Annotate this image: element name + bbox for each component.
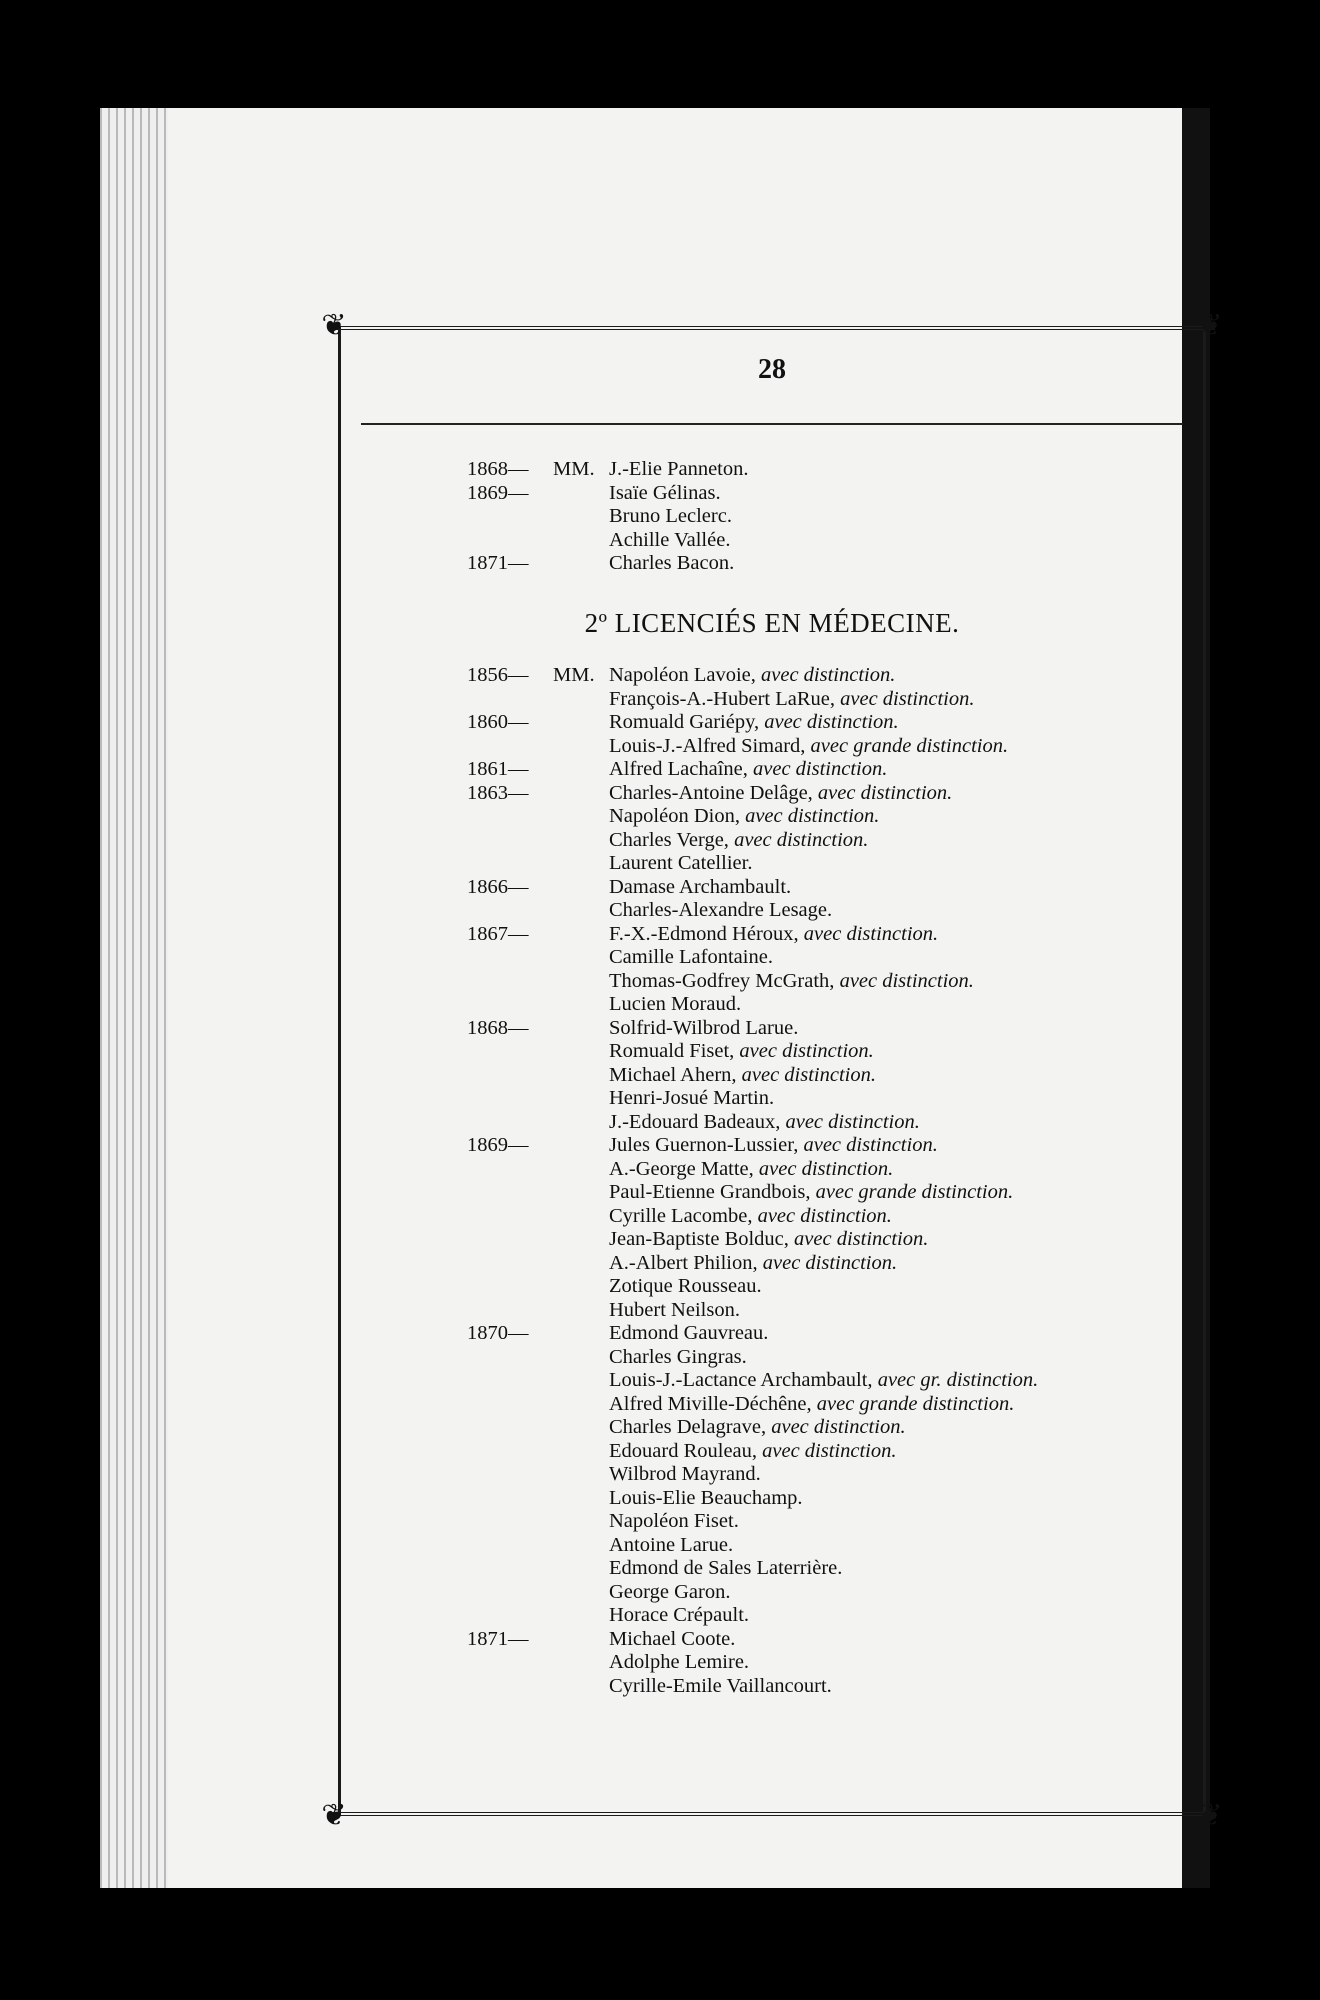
- list-item: [341, 946, 1203, 970]
- list-item: [341, 1346, 1203, 1370]
- list-item: [341, 1463, 1203, 1487]
- entry-name: Laurent Catellier.: [609, 852, 753, 874]
- frame-top-rule: [329, 326, 1215, 330]
- entry-name: F.-X.-Edmond Héroux,: [609, 922, 804, 945]
- ornamental-frame: [321, 308, 1223, 1833]
- list-item: [341, 1017, 1203, 1041]
- list-item: [341, 1087, 1203, 1111]
- list-item: [341, 1252, 1203, 1276]
- list-item: [341, 1604, 1203, 1628]
- entry-year: 1861—: [467, 758, 529, 780]
- entry-name-line: [609, 1181, 1013, 1204]
- list-item: [341, 1134, 1203, 1158]
- entry-name-line: [609, 899, 832, 922]
- entry-name-line: [609, 552, 734, 575]
- entry-distinction: avec distinction.: [839, 969, 974, 992]
- entry-distinction: avec distinction.: [758, 1157, 894, 1180]
- entry-name-line: [609, 1534, 733, 1557]
- entry-name: Camille Lafontaine.: [609, 946, 773, 968]
- entry-distinction: avec distinction.: [757, 1204, 892, 1227]
- entry-year: 1866—: [467, 875, 529, 898]
- entry-name: Edmond Gauvreau.: [609, 1322, 769, 1344]
- entry-name: Thomas-Godfrey McGrath,: [609, 969, 840, 992]
- entry-name: Achille Vallée.: [609, 528, 731, 551]
- entry-name-line: [609, 852, 752, 875]
- entry-name-line: [609, 1675, 832, 1698]
- entry-name: J.-Edouard Badeaux,: [609, 1110, 786, 1133]
- entry-name: Napoléon Fiset.: [609, 1510, 739, 1532]
- entry-distinction: avec grande distinction.: [815, 1181, 1014, 1203]
- entry-name: Antoine Larue.: [609, 1533, 734, 1556]
- entry-name-line: [609, 993, 741, 1016]
- entry-name: Hubert Neilson.: [609, 1298, 740, 1321]
- entry-name: Michael Coote.: [609, 1627, 736, 1650]
- entry-name-line: [609, 1111, 920, 1134]
- entry-distinction: avec distinction.: [734, 828, 869, 851]
- entry-year: 1867—: [467, 922, 529, 945]
- entry-name: Adolphe Lemire.: [609, 1651, 750, 1673]
- list-item: [341, 1158, 1203, 1182]
- entry-name-line: [609, 1581, 730, 1604]
- entry-name-line: [609, 711, 899, 734]
- list-item: [341, 1487, 1203, 1511]
- entry-name: François-A.-Hubert LaRue,: [609, 687, 841, 710]
- entry-distinction: avec distinction.: [739, 1040, 874, 1062]
- entry-distinction: avec distinction.: [803, 1134, 938, 1156]
- entry-name-line: [609, 1205, 892, 1228]
- list-item: [341, 1322, 1203, 1346]
- list-item: [341, 1205, 1203, 1229]
- entry-name-line: [609, 1628, 735, 1651]
- top-name-list: [341, 458, 1203, 576]
- entry-name-line: [609, 782, 952, 805]
- licencies-list: [341, 664, 1203, 1698]
- entry-name-line: [609, 688, 975, 711]
- list-item: [341, 1675, 1203, 1699]
- corner-ornament-icon: ❦: [1197, 1798, 1223, 1833]
- entry-year: 1870—: [467, 1322, 529, 1344]
- entry-name-line: [609, 923, 938, 946]
- entry-year: 1869—: [467, 1134, 529, 1156]
- entry-name: Charles Gingras.: [609, 1345, 747, 1368]
- list-item: [341, 1440, 1203, 1464]
- entry-name: Napoléon Dion,: [609, 805, 746, 827]
- list-item: [341, 529, 1203, 553]
- entry-name-line: [609, 1040, 874, 1063]
- entry-distinction: avec distinction.: [762, 1251, 898, 1274]
- list-item: [341, 1181, 1203, 1205]
- entry-distinction: avec distinction.: [794, 1228, 929, 1250]
- entry-distinction: avec grande distinction.: [810, 734, 1009, 757]
- entry-name-line: [609, 1463, 761, 1486]
- entry-name: Romuald Gariépy,: [609, 711, 765, 733]
- entry-name-line: [609, 829, 868, 852]
- entry-year: 1860—: [467, 711, 529, 733]
- entry-distinction: avec distinction.: [817, 781, 953, 804]
- list-item: [341, 1111, 1203, 1135]
- entry-name: Louis-J.-Lactance Archambault,: [609, 1369, 878, 1391]
- entry-name: Jules Guernon-Lussier,: [609, 1134, 804, 1156]
- entry-name-line: [609, 1604, 749, 1627]
- entry-year: 1856—: [467, 664, 529, 686]
- entry-name-line: [609, 529, 730, 552]
- list-item: [341, 993, 1203, 1017]
- list-item: [341, 1299, 1203, 1323]
- list-item: [341, 735, 1203, 759]
- entry-name-line: [609, 758, 887, 781]
- entry-year: 1871—: [467, 552, 529, 574]
- entry-name: Louis-J.-Alfred Simard,: [609, 734, 811, 757]
- list-item: [341, 1040, 1203, 1064]
- list-item: [341, 1064, 1203, 1088]
- corner-ornament-icon: ❦: [321, 308, 347, 343]
- corner-ornament-icon: ❦: [321, 1798, 347, 1833]
- frame-bottom-rule: [329, 1812, 1215, 1816]
- entry-name: Damase Archambault.: [609, 875, 792, 898]
- entry-year: 1869—: [467, 481, 529, 504]
- list-item: [341, 1275, 1203, 1299]
- list-item: [341, 505, 1203, 529]
- entry-name-line: [609, 1134, 938, 1157]
- entry-year: 1868—: [467, 458, 529, 480]
- entry-name: Charles Verge,: [609, 828, 735, 851]
- entry-distinction: avec grande distinction.: [816, 1392, 1015, 1415]
- entry-year: 1863—: [467, 781, 529, 804]
- list-item: [341, 899, 1203, 923]
- entry-name: George Garon.: [609, 1580, 731, 1603]
- entry-name-line: [609, 970, 974, 993]
- entry-name-line: [609, 805, 879, 828]
- entry-prefix: MM.: [553, 458, 595, 480]
- entry-name: Charles Bacon.: [609, 552, 735, 574]
- list-item: [341, 829, 1203, 853]
- scanned-page: [100, 108, 1223, 1888]
- entry-name: Edouard Rouleau,: [609, 1439, 763, 1462]
- entry-name-line: [609, 1158, 893, 1181]
- section-heading: 2º LICENCIÉS EN MÉDECINE.: [584, 608, 960, 638]
- list-item: [341, 1510, 1203, 1534]
- list-item: [341, 664, 1203, 688]
- entry-name-line: [609, 1416, 906, 1439]
- entry-name: Charles-Alexandre Lesage.: [609, 899, 833, 921]
- entry-distinction: avec distinction.: [761, 664, 896, 686]
- entry-name: Charles-Antoine Delâge,: [609, 781, 818, 804]
- entry-name-line: [609, 1087, 774, 1110]
- entry-name: Henri-Josué Martin.: [609, 1087, 775, 1109]
- entry-name-line: [609, 1299, 740, 1322]
- entry-name: Jean-Baptiste Bolduc,: [609, 1228, 795, 1250]
- entry-name-line: [609, 1346, 747, 1369]
- entry-name-line: [609, 1252, 897, 1275]
- list-item: [341, 552, 1203, 576]
- entry-name: Alfred Lachaîne,: [609, 758, 753, 780]
- list-item: [341, 458, 1203, 482]
- entry-name: Alfred Miville-Déchêne,: [609, 1392, 817, 1415]
- entry-name-line: [609, 876, 791, 899]
- header-rule: [361, 423, 1183, 425]
- entry-name: Horace Crépault.: [609, 1604, 750, 1626]
- list-item: [341, 805, 1203, 829]
- list-item: [341, 1228, 1203, 1252]
- list-item: [341, 1557, 1203, 1581]
- entry-name-line: [609, 1510, 739, 1533]
- entry-distinction: avec gr. distinction.: [877, 1369, 1039, 1391]
- list-item: [341, 876, 1203, 900]
- page-edges: [100, 108, 168, 1888]
- entry-name: Wilbrod Mayrand.: [609, 1463, 761, 1485]
- list-item: [341, 1369, 1203, 1393]
- entry-name-line: [609, 1440, 897, 1463]
- list-item: [341, 1651, 1203, 1675]
- entry-name: Napoléon Lavoie,: [609, 664, 761, 686]
- entry-name-line: [609, 1369, 1038, 1392]
- entry-distinction: avec distinction.: [762, 1439, 897, 1462]
- entry-name: Zotique Rousseau.: [609, 1275, 762, 1297]
- entry-distinction: avec distinction.: [741, 1063, 876, 1086]
- entry-name-line: [609, 1064, 876, 1087]
- entry-name-line: [609, 505, 732, 528]
- entry-name: Lucien Moraud.: [609, 993, 742, 1015]
- entry-name-line: [609, 1393, 1014, 1416]
- entry-name-line: [609, 458, 749, 481]
- corner-ornament-icon: ❦: [1197, 308, 1223, 343]
- list-item: [341, 758, 1203, 782]
- entry-name: Cyrille-Emile Vaillancourt.: [609, 1674, 832, 1697]
- entry-distinction: avec distinction.: [785, 1110, 920, 1133]
- entry-name-line: [609, 1228, 928, 1251]
- entry-distinction: avec distinction.: [745, 805, 880, 827]
- list-item: [341, 1534, 1203, 1558]
- list-item: [341, 782, 1203, 806]
- entry-name: Romuald Fiset,: [609, 1040, 740, 1062]
- entry-name: Isaïe Gélinas.: [609, 481, 721, 504]
- page-number: 28: [758, 354, 786, 385]
- list-item: [341, 482, 1203, 506]
- entry-name: Michael Ahern,: [609, 1063, 742, 1086]
- entry-name-line: [609, 1487, 803, 1510]
- entry-name: Cyrille Lacombe,: [609, 1204, 758, 1227]
- entry-name: J.-Elie Panneton.: [609, 458, 749, 480]
- entry-distinction: avec distinction.: [771, 1416, 906, 1438]
- entry-name-line: [609, 482, 721, 505]
- entry-name-line: [609, 1275, 762, 1298]
- entry-distinction: avec distinction.: [753, 758, 888, 780]
- entry-name: Bruno Leclerc.: [609, 505, 732, 527]
- entry-name: Louis-Elie Beauchamp.: [609, 1486, 803, 1509]
- list-item: [341, 1628, 1203, 1652]
- list-item: [341, 1393, 1203, 1417]
- list-item: [341, 852, 1203, 876]
- entry-name: A.-George Matte,: [609, 1157, 759, 1180]
- list-item: [341, 1416, 1203, 1440]
- list-item: [341, 970, 1203, 994]
- list-item: [341, 923, 1203, 947]
- entry-name-line: [609, 1017, 798, 1040]
- entry-name: Charles Delagrave,: [609, 1416, 772, 1438]
- entry-prefix: MM.: [553, 664, 595, 686]
- entry-name-line: [609, 1322, 768, 1345]
- list-item: [341, 1581, 1203, 1605]
- entry-name-line: [609, 1651, 749, 1674]
- entry-name: A.-Albert Philion,: [609, 1251, 763, 1274]
- entry-name-line: [609, 1557, 842, 1580]
- entry-name: Edmond de Sales Laterrière.: [609, 1557, 843, 1579]
- entry-name-line: [609, 946, 773, 969]
- list-item: [341, 688, 1203, 712]
- entry-distinction: avec distinction.: [840, 687, 975, 710]
- entry-name-line: [609, 735, 1008, 758]
- entry-name: Paul-Etienne Grandbois,: [609, 1181, 816, 1203]
- entry-name: Solfrid-Wilbrod Larue.: [609, 1016, 799, 1039]
- list-item: [341, 711, 1203, 735]
- entry-distinction: avec distinction.: [803, 922, 939, 945]
- entry-name-line: [609, 664, 895, 687]
- entry-year: 1871—: [467, 1627, 529, 1650]
- entry-year: 1868—: [467, 1016, 529, 1039]
- entry-distinction: avec distinction.: [764, 711, 899, 733]
